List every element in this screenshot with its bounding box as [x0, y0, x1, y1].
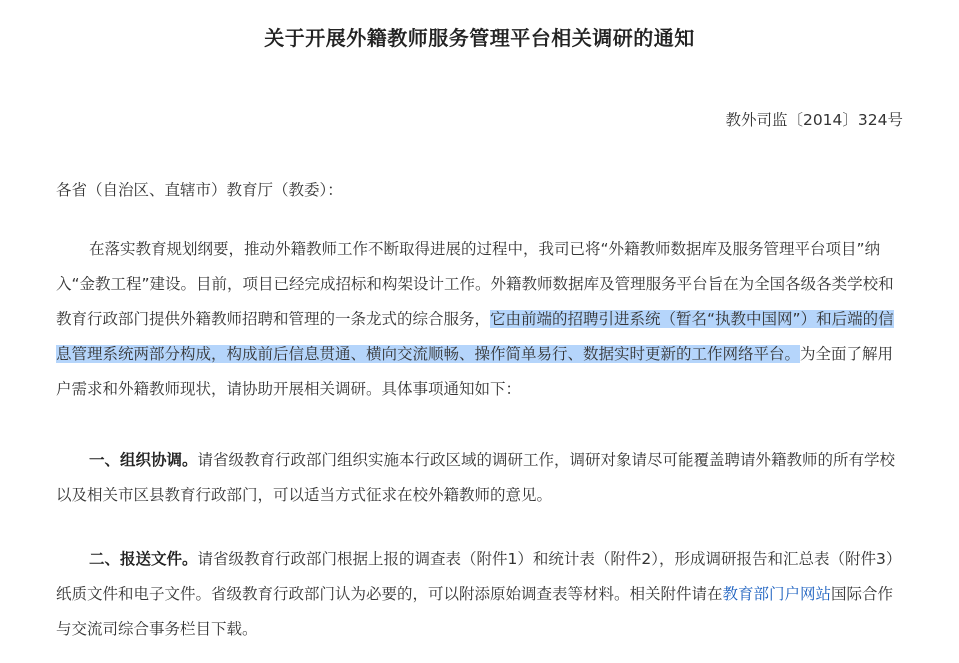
selected-text[interactable]: 它由前端的招聘引进系统（暂名“执教中国网”）和后端的信息管理系统两部分构成，构成前后信息贯通、横向交流顺畅、操作简单易行、数据实时更新的工作网络平台。: [56, 310, 894, 363]
paragraph-submission-tail: 国际合作与交流司综合事务栏目下载。: [56, 585, 894, 638]
paragraph-intro-tail: 为全面了解用户需求和外籍教师现状，请协助开展相关调研。具体事项通知如下：: [56, 345, 894, 398]
paragraph-submission: [56, 542, 906, 647]
section-heading-organization: 一、组织协调。: [89, 451, 198, 469]
salutation: 各省（自治区、直辖市）教育厅（教委）：: [56, 181, 343, 199]
paragraph-organization-text: 请省级教育行政部门组织实施本行政区域的调研工作，调研对象请尽可能覆盖聘请外籍教师的所有学校以及相关市区县教育行政部门，可以适当方式征求在校外籍教师的意见。: [56, 451, 896, 504]
moe-portal-link[interactable]: 教育部门户网站: [722, 585, 832, 603]
paragraph-intro-text: 在落实教育规划纲要，推动外籍教师工作不断取得进展的过程中，我司已将“外籍教师数据库及服务管理平台项目”纳入“金教工程”建设。目前，项目已经完成招标和构架设计工作。外籍教师数据库及管理服务平台旨在为全国各级各类学校和教育行政部门提供外籍教师招聘和管理的一条龙式的综合服务，: [56, 240, 894, 328]
paragraph-intro: [56, 232, 906, 407]
paragraph-organization: [56, 443, 906, 513]
section-heading-submission: 二、报送文件。: [89, 550, 198, 568]
paragraph-submission-text: 请省级教育行政部门根据上报的调查表（附件1）和统计表（附件2），形成调研报告和汇总表（附件3）纸质文件和电子文件。省级教育行政部门认为必要的，可以附添原始调查表等材料。相关附件请在: [56, 550, 902, 603]
document-number: 教外司监〔2014〕324号: [725, 111, 903, 129]
document-title: 关于开展外籍教师服务管理平台相关调研的通知: [264, 26, 695, 50]
